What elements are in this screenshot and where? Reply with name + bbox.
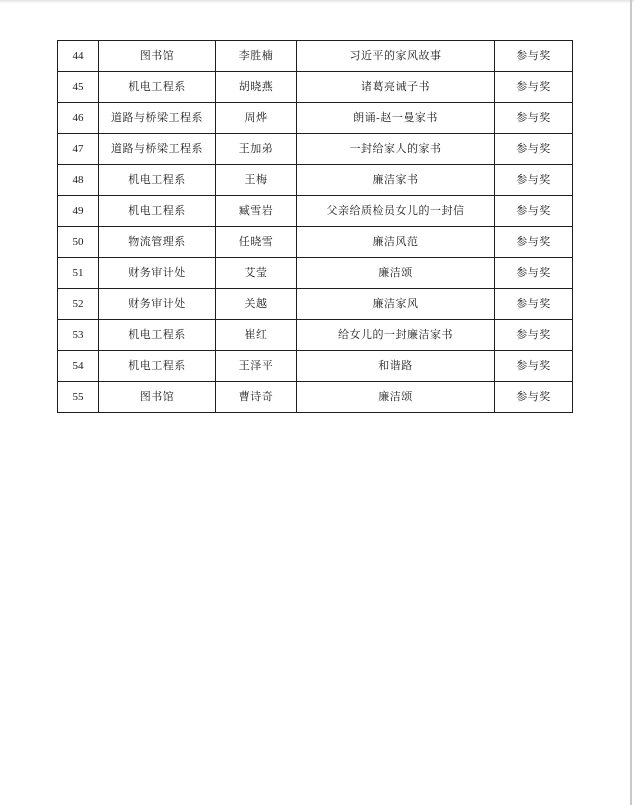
department-cell: 机电工程系 bbox=[99, 320, 216, 351]
award-cell: 参与奖 bbox=[495, 320, 573, 351]
work-title-cell: 诸葛亮诫子书 bbox=[297, 72, 495, 103]
table-row bbox=[58, 41, 573, 72]
table-row bbox=[58, 134, 573, 165]
page-top-edge bbox=[0, 0, 634, 4]
department-cell: 机电工程系 bbox=[99, 72, 216, 103]
author-name-cell: 崔红 bbox=[216, 320, 297, 351]
work-title-cell: 廉洁风范 bbox=[297, 227, 495, 258]
author-name-cell: 周烨 bbox=[216, 103, 297, 134]
award-cell: 参与奖 bbox=[495, 289, 573, 320]
table-row bbox=[58, 351, 573, 382]
row-number-cell: 45 bbox=[58, 72, 99, 103]
department-cell: 机电工程系 bbox=[99, 351, 216, 382]
table-row bbox=[58, 320, 573, 351]
row-number-cell: 55 bbox=[58, 382, 99, 413]
page-right-edge bbox=[630, 0, 632, 805]
author-name-cell: 艾莹 bbox=[216, 258, 297, 289]
author-name-cell: 任晓雪 bbox=[216, 227, 297, 258]
award-cell: 参与奖 bbox=[495, 165, 573, 196]
award-cell: 参与奖 bbox=[495, 72, 573, 103]
author-name-cell: 李胜楠 bbox=[216, 41, 297, 72]
author-name-cell: 王泽平 bbox=[216, 351, 297, 382]
row-number-cell: 48 bbox=[58, 165, 99, 196]
work-title-cell: 廉洁家书 bbox=[297, 165, 495, 196]
table-row bbox=[58, 165, 573, 196]
awards-table bbox=[57, 40, 573, 413]
work-title-cell: 和谐路 bbox=[297, 351, 495, 382]
table-row bbox=[58, 289, 573, 320]
table-row bbox=[58, 227, 573, 258]
row-number-cell: 51 bbox=[58, 258, 99, 289]
award-cell: 参与奖 bbox=[495, 41, 573, 72]
row-number-cell: 52 bbox=[58, 289, 99, 320]
award-cell: 参与奖 bbox=[495, 382, 573, 413]
work-title-cell: 给女儿的一封廉洁家书 bbox=[297, 320, 495, 351]
department-cell: 道路与桥梁工程系 bbox=[99, 134, 216, 165]
department-cell: 道路与桥梁工程系 bbox=[99, 103, 216, 134]
author-name-cell: 王梅 bbox=[216, 165, 297, 196]
department-cell: 机电工程系 bbox=[99, 196, 216, 227]
table-row bbox=[58, 258, 573, 289]
department-cell: 物流管理系 bbox=[99, 227, 216, 258]
department-cell: 机电工程系 bbox=[99, 165, 216, 196]
award-cell: 参与奖 bbox=[495, 258, 573, 289]
award-cell: 参与奖 bbox=[495, 227, 573, 258]
department-cell: 图书馆 bbox=[99, 41, 216, 72]
row-number-cell: 44 bbox=[58, 41, 99, 72]
table-row bbox=[58, 196, 573, 227]
award-cell: 参与奖 bbox=[495, 103, 573, 134]
work-title-cell: 廉洁颂 bbox=[297, 382, 495, 413]
row-number-cell: 50 bbox=[58, 227, 99, 258]
author-name-cell: 王加弟 bbox=[216, 134, 297, 165]
author-name-cell: 关越 bbox=[216, 289, 297, 320]
department-cell: 财务审计处 bbox=[99, 258, 216, 289]
row-number-cell: 46 bbox=[58, 103, 99, 134]
award-cell: 参与奖 bbox=[495, 134, 573, 165]
author-name-cell: 胡晓燕 bbox=[216, 72, 297, 103]
row-number-cell: 54 bbox=[58, 351, 99, 382]
work-title-cell: 廉洁颂 bbox=[297, 258, 495, 289]
department-cell: 财务审计处 bbox=[99, 289, 216, 320]
row-number-cell: 47 bbox=[58, 134, 99, 165]
table-row bbox=[58, 72, 573, 103]
department-cell: 图书馆 bbox=[99, 382, 216, 413]
work-title-cell: 父亲给质检员女儿的一封信 bbox=[297, 196, 495, 227]
row-number-cell: 49 bbox=[58, 196, 99, 227]
work-title-cell: 习近平的家风故事 bbox=[297, 41, 495, 72]
author-name-cell: 曹诗奇 bbox=[216, 382, 297, 413]
award-cell: 参与奖 bbox=[495, 351, 573, 382]
work-title-cell: 一封给家人的家书 bbox=[297, 134, 495, 165]
work-title-cell: 朗诵-赵一曼家书 bbox=[297, 103, 495, 134]
work-title-cell: 廉洁家风 bbox=[297, 289, 495, 320]
table-row bbox=[58, 103, 573, 134]
award-cell: 参与奖 bbox=[495, 196, 573, 227]
author-name-cell: 臧雪岩 bbox=[216, 196, 297, 227]
table-row bbox=[58, 382, 573, 413]
row-number-cell: 53 bbox=[58, 320, 99, 351]
